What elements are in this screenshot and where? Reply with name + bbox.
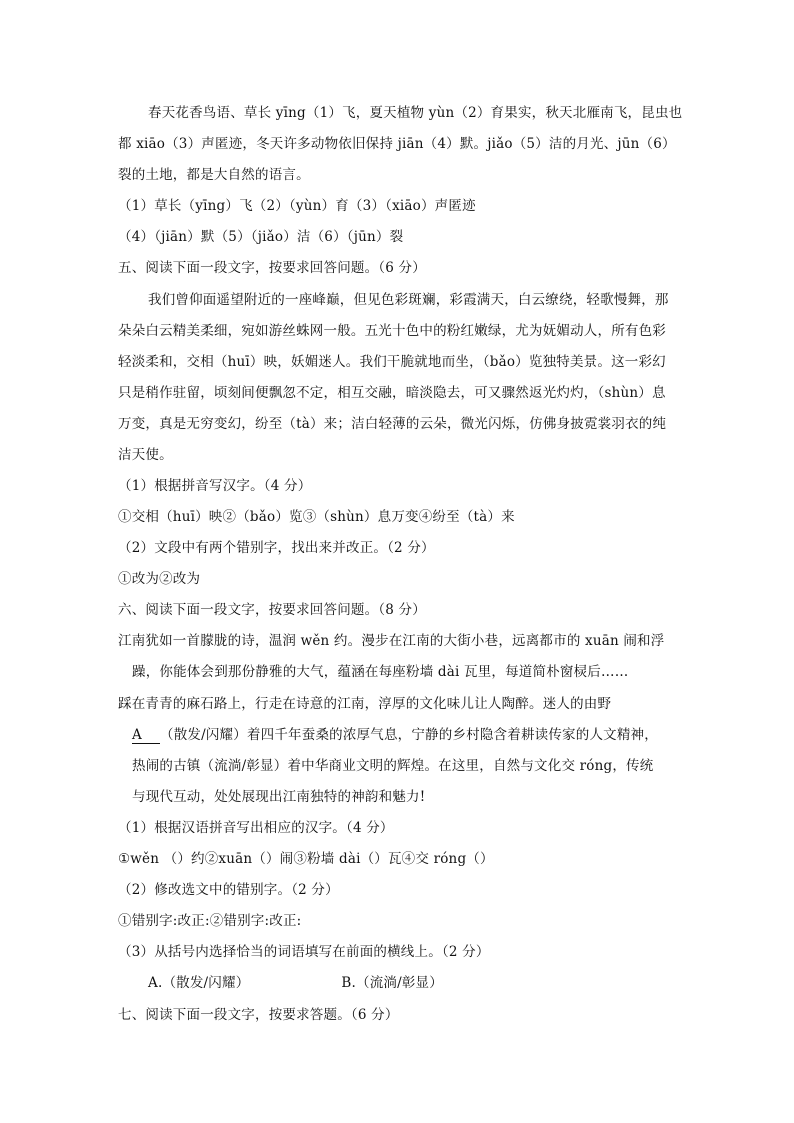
passage1-line3: 裂的土地，都是大自然的语言。 [118, 167, 310, 183]
section6-question2: （2）修改选文中的错别字。（2 分） [118, 882, 339, 898]
section7-heading: 七、阅读下面一段文字，按要求答题。（6 分） [118, 1007, 399, 1023]
section6-question1: （1）根据汉语拼音写出相应的汉字。（4 分） [118, 820, 394, 836]
passage1-answer-line2: （4）（jiān）默（5）（jiǎo）洁（6）（jūn）裂 [118, 229, 404, 245]
section5-para-line1: 我们曾仰面遥望附近的一座峰巅，但见色彩斑斓，彩霞满天，白云缭绕，轻歌慢舞，那 [148, 292, 669, 308]
section6-para-line4 [132, 725, 658, 745]
passage1-line1: 春天花香鸟语、草长 yīng（1）飞，夏天植物 yùn（2）育果实，秋天北雁南飞，昆虫也 [148, 105, 683, 121]
section6-para-line6: 与现代互动，处处展现出江南独特的神韵和魅力! [132, 789, 426, 805]
section6-answer1: ①wěn （）约②xuān（）闹③粉墙 dài（）瓦④交 róng（） [118, 851, 494, 867]
passage1-answer-line1: （1）草长（yīng）飞（2）（yùn）育（3）（xiāo）声匿迹 [118, 198, 476, 214]
section5-para-line5: 万变，真是无穷变幻，纷至（tà）来；洁白轻薄的云朵，微光闪烁，仿佛身披霓裳羽衣的纯 [118, 416, 667, 432]
passage1-line2: 都 xiāo（3）声匿迹，冬天许多动物依旧保持 jiān（4）默。jiǎo（5）洁的月光、jūn（6） [118, 136, 676, 152]
option-a: A.（散发/闪耀） [148, 975, 250, 991]
section6-para-line1: 江南犹如一首朦胧的诗，温润 wěn 约。漫步在江南的大街小巷，远离都市的 xuān 闹和浮 [118, 633, 665, 649]
section6-para-line4-text: （散发/闪耀）着四千年蚕桑的浓厚气息，宁静的乡村隐含着耕读传家的人文精神， [160, 727, 658, 743]
fill-in-blank-a[interactable]: A [132, 727, 160, 744]
section5-para-line6: 洁天使。 [118, 447, 173, 463]
section6-para-line2: 躁，你能体会到那份静雅的大气，蕴涵在每座粉墙 dài 瓦里，每道简朴窗棂后…… [132, 664, 629, 680]
section6-para-line5: 热闹的古镇（流淌/彰显）着中华商业文明的辉煌。在这里，自然与文化交 róng，传统 [132, 758, 654, 774]
section5-answer1: ①交相（huī）映②（bǎo）览③（shùn）息万变④纷至（tà）来 [118, 509, 515, 525]
section6-answer2: ①错别字:改正:②错别字:改正: [118, 913, 302, 929]
section6-options [148, 973, 443, 993]
section5-para-line2: 朵朵白云精美柔细，宛如游丝蛛网一般。五光十色中的粉红嫩绿，尤为妩媚动人，所有色彩 [118, 323, 666, 339]
section6-para-line3: 踩在青青的麻石路上，行走在诗意的江南，淳厚的文化味儿让人陶醉。迷人的由野 [118, 696, 612, 712]
section6-question3: （3）从括号内选择恰当的词语填写在前面的横线上。（2 分） [118, 944, 490, 960]
section5-para-line3: 轻淡柔和，交相（huī）映，妖媚迷人。我们干脆就地而坐，（bǎo）览独特美景。这一彩幻 [118, 354, 666, 370]
section5-heading: 五、阅读下面一段文字，按要求回答问题。（6 分） [118, 260, 426, 276]
section5-question2: （2）文段中有两个错别字，找出来并改正。（2 分） [118, 540, 435, 556]
section5-question1: （1）根据拼音写汉字。（4 分） [118, 478, 312, 494]
option-b: B.（流淌/彰显） [341, 975, 443, 991]
section5-answer2: ①改为②改为 [118, 571, 201, 587]
section6-heading: 六、阅读下面一段文字，按要求回答问题。（8 分） [118, 602, 426, 618]
section5-para-line4: 只是稍作驻留，顷刻间便飘忽不定，相互交融，暗淡隐去，可又骤然返光灼灼，（shùn）息 [118, 385, 666, 401]
